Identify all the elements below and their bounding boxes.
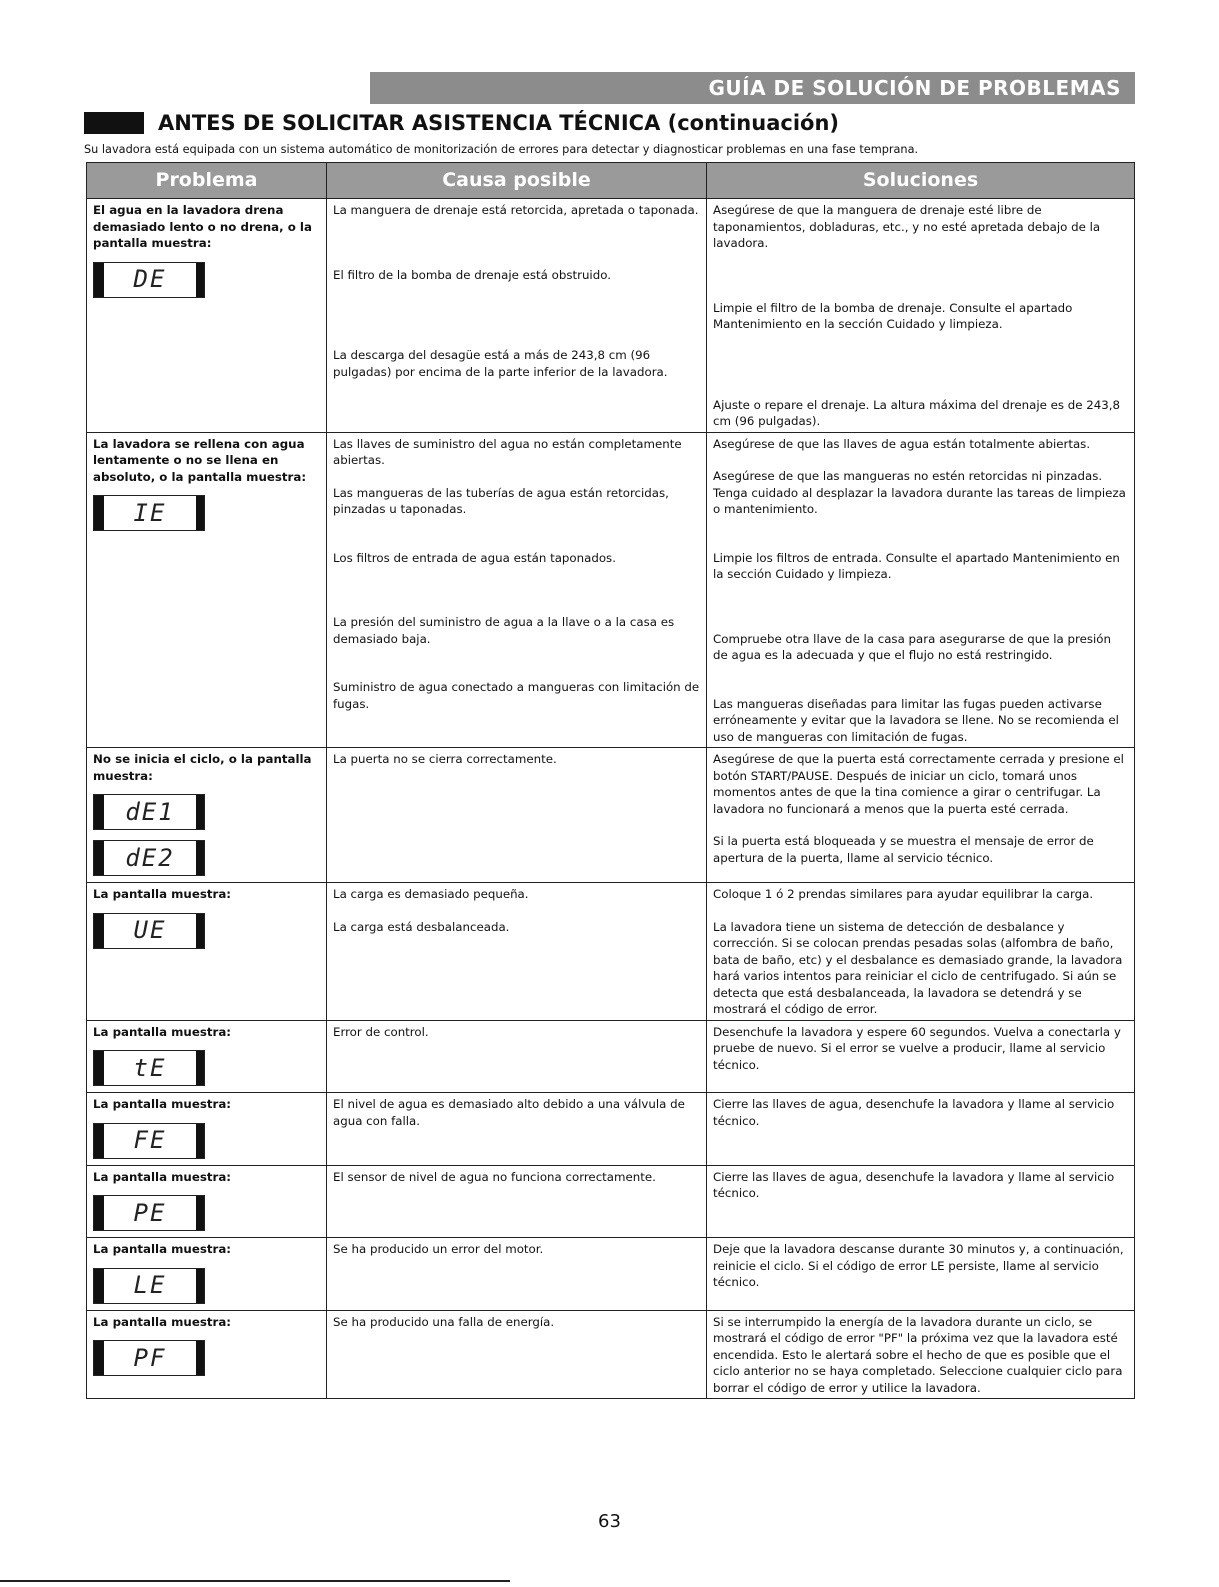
cause-item: Las llaves de suministro del agua no están completamente abiertas. — [333, 436, 682, 467]
problem-text: La pantalla muestra: — [93, 1097, 231, 1111]
solution-item: Si se interrumpido la energía de la lavadora durante un ciclo, se mostrará el código de error "PF" la próxima vez que la lavadora esté encendida. Esto le alertará sobre el hecho de que es posible que el ciclo anterior no se haya completado. Seleccione cualquier ciclo para borrar el código de error y utilice la lavadora. — [713, 1314, 1123, 1395]
problem-cell — [87, 1093, 327, 1166]
header-cause: Causa posible — [327, 163, 707, 199]
table-row — [87, 1020, 1135, 1093]
solution-item: Compruebe otra llave de la casa para asegurarse de que la presión de agua es la adecuada y que el flujo no está restringido. — [713, 631, 1111, 662]
cause-item: La presión del suministro de agua a la llave o a la casa es demasiado baja. — [333, 615, 675, 646]
solution-item: Ajuste o repare el drenaje. La altura máxima del drenaje es de 243,8 cm (96 pulgadas). — [713, 397, 1121, 428]
problem-text: La lavadora se rellena con agua lentamente o no se llena en absoluto, o la pantalla muestra: — [93, 436, 307, 484]
error-code: IE — [133, 498, 167, 527]
cause-item: Se ha producido una falla de energía. — [333, 1314, 555, 1329]
table-row — [87, 1310, 1135, 1399]
solution-item: Coloque 1 ó 2 prendas similares para ayudar equilibrar la carga. — [713, 887, 1094, 901]
display-edge — [196, 914, 204, 948]
problem-cell — [87, 748, 327, 883]
error-code: dE2 — [125, 843, 175, 872]
solution-cell — [707, 1093, 1135, 1166]
section-banner — [370, 72, 1135, 104]
problem-text: La pantalla muestra: — [93, 1242, 231, 1256]
bottom-rule — [0, 1580, 510, 1582]
table-header-row — [87, 163, 1135, 199]
problem-cell — [87, 199, 327, 433]
table-row — [87, 748, 1135, 883]
spacer — [713, 583, 1128, 631]
display-edge — [196, 841, 204, 875]
cause-cell — [327, 1093, 707, 1166]
spacer — [713, 817, 1128, 833]
display-edge — [196, 263, 204, 297]
problem-cell — [87, 1310, 327, 1399]
problem-cell — [87, 883, 327, 1021]
solution-item: Asegúrese de que las mangueras no estén retorcidas ni pinzadas. Tenga cuidado al desplazar la lavadora durante las tareas de limpieza o mantenimiento. — [713, 469, 1126, 516]
solution-cell — [707, 199, 1135, 433]
spacer — [713, 252, 1128, 300]
display-edge — [94, 496, 104, 530]
solution-item: Limpie los filtros de entrada. Consulte el apartado Mantenimiento en la sección Cuidado y limpieza. — [713, 550, 1120, 581]
display-edge — [94, 1269, 104, 1303]
display-edge — [196, 1124, 204, 1158]
cause-cell — [327, 1165, 707, 1238]
page-number: 63 — [598, 1511, 621, 1532]
table-body — [87, 199, 1135, 1399]
solution-item: Asegúrese de que la manguera de drenaje esté libre de taponamientos, dobladuras, etc., y no esté apretada debajo de la lavadora. — [713, 203, 1101, 250]
problem-cell — [87, 1165, 327, 1238]
display-edge — [94, 1124, 104, 1158]
error-code-display — [93, 262, 205, 298]
solution-cell — [707, 1238, 1135, 1311]
error-code-display — [93, 1195, 205, 1231]
problem-text: La pantalla muestra: — [93, 887, 231, 901]
cause-item: La puerta no se cierra correctamente. — [333, 752, 557, 766]
solution-item: Si la puerta está bloqueada y se muestra el mensaje de error de apertura de la puerta, llame al servicio técnico. — [713, 834, 1094, 865]
cause-cell — [327, 1310, 707, 1399]
solution-item: Las mangueras diseñadas para limitar las fugas pueden activarse erróneamente y evitar que la lavadora se llene. No se recomienda el uso de mangueras con limitación de fugas. — [713, 696, 1119, 744]
error-code: dE1 — [125, 797, 175, 826]
table-row — [87, 1093, 1135, 1166]
spacer — [713, 518, 1128, 550]
spacer — [333, 219, 700, 267]
cause-item: Los filtros de entrada de agua están taponados. — [333, 550, 616, 565]
intro-text: Su lavadora está equipada con un sistema automático de monitorización de errores para detectar y diagnosticar problemas en una fase temprana. — [84, 143, 919, 156]
solution-item: Desenchufe la lavadora y espere 60 segundos. Vuelva a conectarla y pruebe de nuevo. Si el error se vuelve a producir, llame al servicio técnico. — [713, 1024, 1121, 1072]
cause-cell — [327, 883, 707, 1021]
display-edge — [196, 1269, 204, 1303]
solution-item: Asegúrese de que la puerta está correctamente cerrada y presione el botón START/PAUSE. Después de iniciar un ciclo, tomará unos momentos antes de que la tina comience a girar o centrifugar. La lavadora no funcionará a menos que la puerta esté cerrada. — [713, 752, 1124, 816]
solution-cell — [707, 1310, 1135, 1399]
display-edge — [94, 841, 104, 875]
display-edge — [94, 263, 104, 297]
error-code: tE — [133, 1053, 167, 1082]
spacer — [713, 333, 1128, 397]
solution-item: Cierre las llaves de agua, desenchufe la lavadora y llame al servicio técnico. — [713, 1097, 1115, 1128]
cause-item: Suministro de agua conectado a mangueras con limitación de fugas. — [333, 680, 700, 711]
cause-cell — [327, 199, 707, 433]
cause-item: La carga es demasiado pequeña. — [333, 887, 529, 901]
error-code-display — [93, 1050, 205, 1086]
title-marker — [84, 112, 144, 134]
solution-item: La lavadora tiene un sistema de detección de desbalance y corrección. Si se colocan prendas pesadas solas (alfombra de baño, bata de baño, etc) y el desbalance es demasiado grande, la lavadora hará varios intentos para reiniciar el ciclo de centrifugado. Si aún se detecta que está desbalanceada, la lavadora se detendrá y se mostrará el código de error. — [713, 919, 1123, 1016]
error-code-display — [93, 794, 205, 830]
error-code-display — [93, 1340, 205, 1376]
display-edge — [196, 795, 204, 829]
solution-item: Asegúrese de que las llaves de agua están totalmente abiertas. — [713, 436, 1091, 451]
solution-item: Limpie el filtro de la bomba de drenaje. Consulte el apartado Mantenimiento en la sección Cuidado y limpieza. — [713, 300, 1073, 331]
spacer — [333, 903, 700, 919]
problem-cell — [87, 1238, 327, 1311]
error-code: PE — [133, 1198, 167, 1227]
troubleshooting-table — [86, 162, 1135, 1399]
error-code-display — [93, 913, 205, 949]
spacer — [333, 647, 700, 679]
problem-cell — [87, 1020, 327, 1093]
header-problem: Problema — [87, 163, 327, 199]
solution-cell — [707, 748, 1135, 883]
error-code: DE — [133, 265, 167, 294]
solution-cell — [707, 1165, 1135, 1238]
cause-item: La manguera de drenaje está retorcida, apretada o taponada. — [333, 203, 699, 217]
page-title: ANTES DE SOLICITAR ASISTENCIA TÉCNICA (continuación) — [158, 111, 839, 135]
table-row — [87, 199, 1135, 433]
error-code-display — [93, 1268, 205, 1304]
header-solution: Soluciones — [707, 163, 1135, 199]
display-edge — [196, 1051, 204, 1085]
cause-item: Las mangueras de las tuberías de agua están retorcidas, pinzadas u taponadas. — [333, 485, 669, 516]
display-edge — [94, 795, 104, 829]
spacer — [333, 518, 700, 550]
problem-text: La pantalla muestra: — [93, 1314, 231, 1329]
cause-item: La carga está desbalanceada. — [333, 919, 510, 934]
display-edge — [94, 1341, 104, 1375]
cause-item: El sensor de nivel de agua no funciona correctamente. — [333, 1169, 656, 1184]
spacer — [713, 903, 1128, 919]
cause-item: Error de control. — [333, 1024, 429, 1039]
error-code: UE — [133, 916, 167, 945]
solution-cell — [707, 1020, 1135, 1093]
problem-text: No se inicia el ciclo, o la pantalla muestra: — [93, 752, 312, 783]
display-edge — [94, 1196, 104, 1230]
display-edge — [94, 914, 104, 948]
spacer — [333, 469, 700, 485]
error-code: LE — [133, 1271, 167, 1300]
error-code-display — [93, 840, 205, 876]
problem-text: La pantalla muestra: — [93, 1024, 231, 1039]
table-row — [87, 1238, 1135, 1311]
cause-cell — [327, 1020, 707, 1093]
display-edge — [196, 1196, 204, 1230]
table-row — [87, 883, 1135, 1021]
table-row — [87, 1165, 1135, 1238]
cause-item: Se ha producido un error del motor. — [333, 1242, 544, 1256]
cause-cell — [327, 1238, 707, 1311]
problem-cell — [87, 432, 327, 748]
table-row — [87, 432, 1135, 748]
problem-text: La pantalla muestra: — [93, 1169, 231, 1184]
section-banner-text: GUÍA DE SOLUCIÓN DE PROBLEMAS — [708, 76, 1121, 100]
error-code: FE — [133, 1126, 167, 1155]
page-title-row — [84, 110, 839, 136]
solution-item: Deje que la lavadora descanse durante 30 minutos y, a continuación, reinicie el ciclo. Si el código de error LE persiste, llame al servicio técnico. — [713, 1242, 1124, 1289]
solution-cell — [707, 883, 1135, 1021]
error-code-display — [93, 495, 205, 531]
spacer — [713, 664, 1128, 696]
display-edge — [196, 1341, 204, 1375]
spacer — [333, 283, 700, 347]
problem-text: El agua en la lavadora drena demasiado lento o no drena, o la pantalla muestra: — [93, 203, 312, 250]
cause-cell — [327, 432, 707, 748]
spacer — [333, 566, 700, 614]
solution-item: Cierre las llaves de agua, desenchufe la lavadora y llame al servicio técnico. — [713, 1169, 1115, 1200]
display-edge — [94, 1051, 104, 1085]
error-code-display — [93, 1123, 205, 1159]
cause-cell — [327, 748, 707, 883]
spacer — [713, 452, 1128, 468]
cause-item: La descarga del desagüe está a más de 243,8 cm (96 pulgadas) por encima de la parte inferior de la lavadora. — [333, 348, 668, 379]
display-edge — [196, 496, 204, 530]
cause-item: El nivel de agua es demasiado alto debido a una válvula de agua con falla. — [333, 1097, 685, 1128]
cause-item: El filtro de la bomba de drenaje está obstruido. — [333, 267, 611, 282]
error-code: PF — [133, 1343, 167, 1372]
solution-cell — [707, 432, 1135, 748]
